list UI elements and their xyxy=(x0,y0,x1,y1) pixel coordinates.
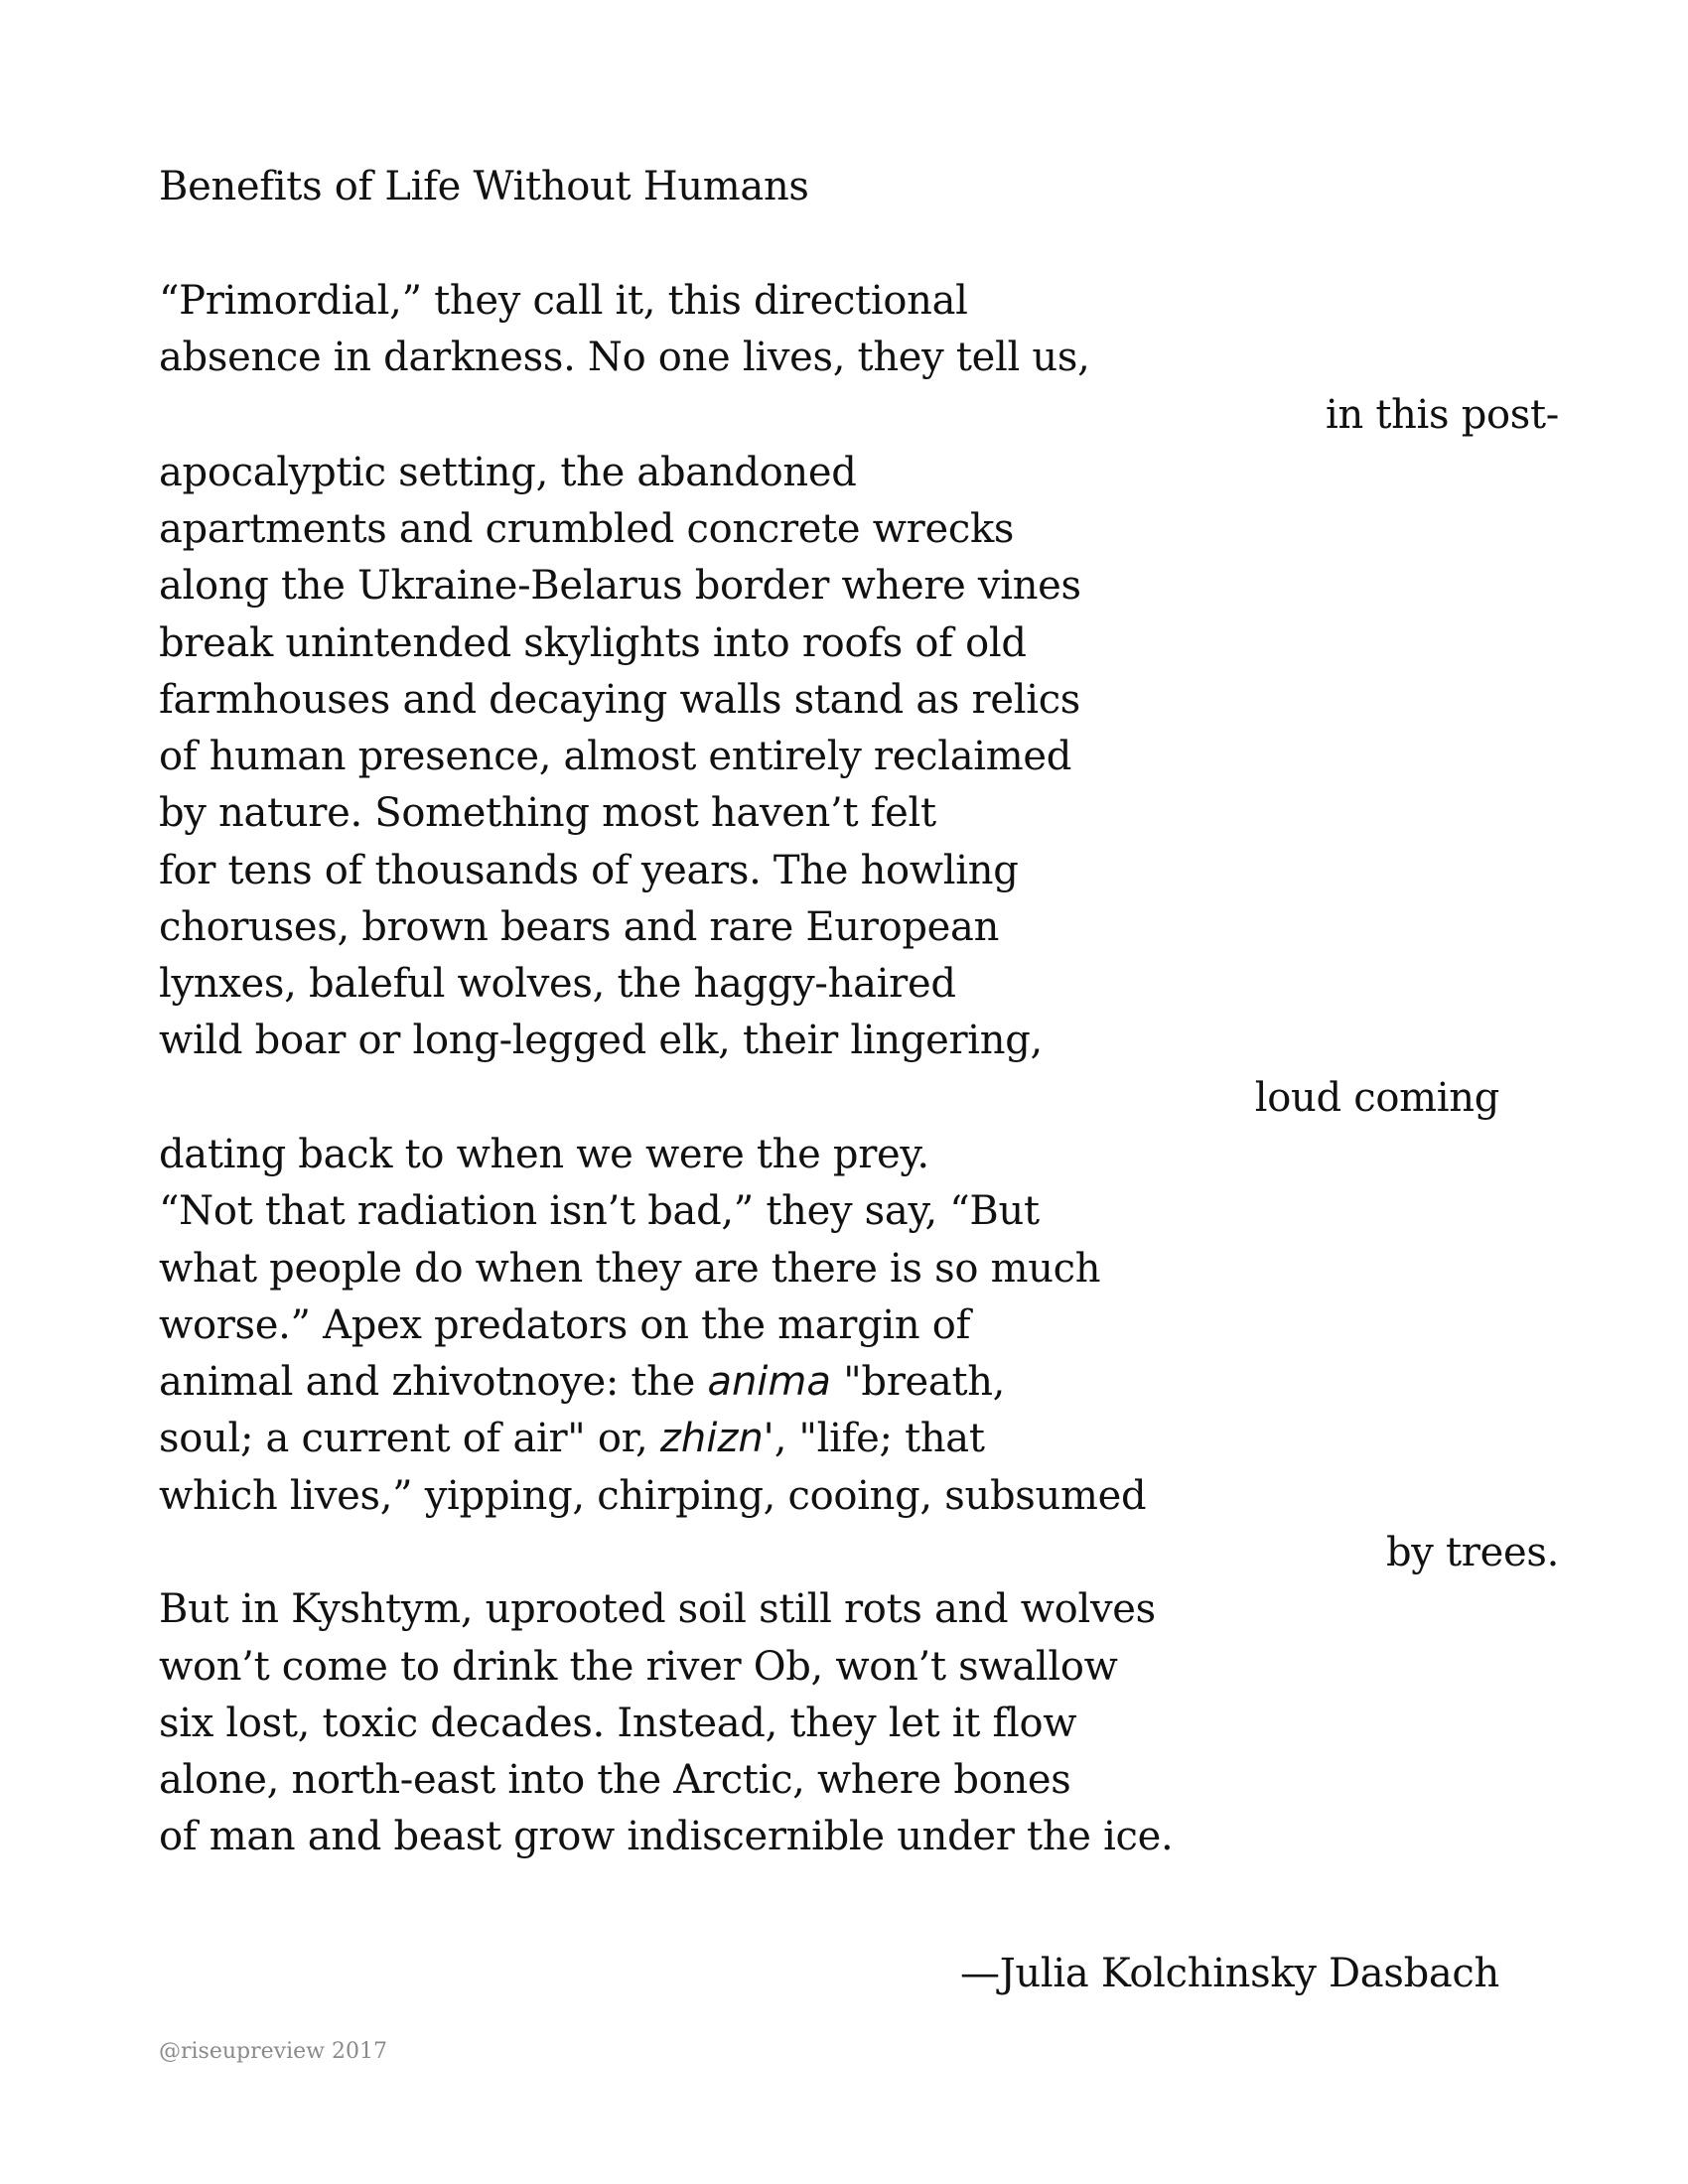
poem-line: apocalyptic setting, the abandoned xyxy=(159,450,857,495)
poem-line: lynxes, baleful wolves, the haggy-haired xyxy=(159,961,956,1007)
poem-attribution: —Julia Kolchinsky Dasbach xyxy=(960,1951,1499,1996)
line-text: , "life; that xyxy=(774,1416,985,1461)
poem-line: choruses, brown bears and rare European xyxy=(159,904,1000,950)
poem-line: worse.” Apex predators on the margin of xyxy=(159,1302,971,1348)
poem-line: apartments and crumbled concrete wrecks xyxy=(159,506,1015,552)
poem-line: “Not that radiation isn’t bad,” they say, “But xyxy=(159,1188,1040,1234)
italic-word: anima xyxy=(707,1359,831,1405)
poem-line: which lives,” yipping, chirping, cooing, subsumed xyxy=(159,1473,1147,1519)
poem-line: won’t come to drink the river Ob, won’t swallow xyxy=(159,1644,1118,1690)
poem-line: “Primordial,” they call it, this directional xyxy=(159,278,968,324)
poem-line: dating back to when we were the prey. xyxy=(159,1132,929,1177)
poem-line: of man and beast grow indiscernible under the ice. xyxy=(159,1814,1174,1859)
poem-line: of human presence, almost entirely reclaimed xyxy=(159,734,1072,779)
poem-line-indented: by trees. xyxy=(1386,1530,1559,1575)
line-text: soul; a current of air" or, xyxy=(159,1416,660,1461)
poem-line-indented: loud coming xyxy=(1254,1075,1499,1121)
poem-line xyxy=(159,1356,1005,1408)
poem-line: alone, north-east into the Arctic, where bones xyxy=(159,1757,1071,1803)
line-text: animal and zhivotnoye: the xyxy=(159,1359,708,1405)
poem-line-indented: in this post- xyxy=(1325,392,1559,438)
poem-line: wild boar or long-legged elk, their lingering, xyxy=(159,1018,1043,1063)
poem-title: Benefits of Life Without Humans xyxy=(159,164,809,209)
poem-line: for tens of thousands of years. The howling xyxy=(159,848,1019,893)
poem-line: six lost, toxic decades. Instead, they let it flow xyxy=(159,1701,1077,1746)
poem-line: break unintended skylights into roofs of old xyxy=(159,620,1027,666)
poem-line: farmhouses and decaying walls stand as relics xyxy=(159,677,1081,723)
poem-line: by nature. Something most haven’t felt xyxy=(159,790,936,836)
poem-line: what people do when they are there is so much xyxy=(159,1246,1101,1292)
italic-word: zhizn' xyxy=(659,1416,774,1461)
poem-line xyxy=(159,1413,985,1464)
line-text: "breath, xyxy=(830,1359,1006,1405)
poem-line: But in Kyshtym, uprooted soil still rots and wolves xyxy=(159,1586,1156,1632)
poem-line: absence in darkness. No one lives, they tell us, xyxy=(159,335,1090,380)
footer-credit: @riseupreview 2017 xyxy=(159,2039,387,2064)
poem-line: along the Ukraine-Belarus border where vines xyxy=(159,563,1081,609)
